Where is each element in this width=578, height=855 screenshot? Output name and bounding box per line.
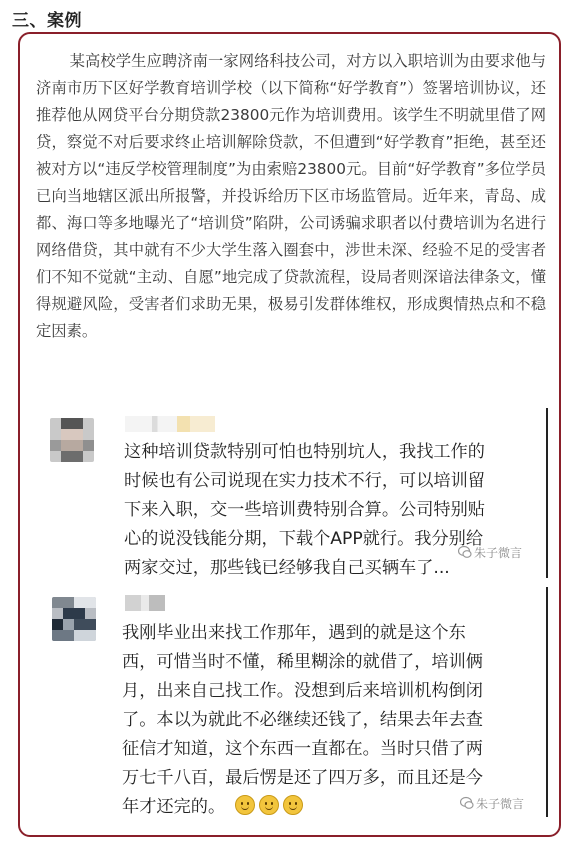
avatar [50, 418, 94, 462]
comment-text-line: 月，出来自己找工作。没想到后来培训机构倒闭 [122, 681, 483, 701]
wechat-watermark-icon [460, 796, 474, 810]
wechat-watermark-icon [458, 545, 472, 559]
watermark [458, 544, 522, 561]
emoji-row [235, 797, 307, 817]
comment-text-line: 心的说没钱能分期，下载个APP就行。我分别给 [124, 529, 484, 549]
smile-emoji-icon [283, 795, 303, 815]
comment-text-line [122, 793, 307, 822]
comment-text-line: 征信才知道，这个东西一直都在。当时只借了两 [122, 739, 483, 759]
comment-text-line: 西，可惜当时不懂，稀里糊涂的就借了，培训俩 [122, 652, 483, 672]
watermark [460, 795, 524, 812]
comment-card-1 [40, 408, 548, 583]
case-paragraph: 某高校学生应聘济南一家网络科技公司，对方以入职培训为由要求他与济南市历下区好学教育培训学校（以下简称“好学教育”）签署培训协议，还推荐他从网贷平台分期贷款23800元作为培训费用。该学生不明就里借了网贷，察觉不对后要求终止培训解除贷款，不但遭到“好学教育”拒绝，甚至还被对方以“违反学校管理制度”为由索赔23800元。目前“好学教育”多位学员已向当地辖区派出所报警，并投诉给历下区市场监管局。近年来，青岛、成都、海口等多地曝光了“培训贷”陷阱，公司诱骗求职者以付费培训为名进行网络借贷，其中就有不少大学生落入圈套中，涉世未深、经验不足的受害者们不知不觉就“主动、自愿”地完成了贷款流程，设局者则深谙法律条文，懂得规避风险，受害者们求助无果，极易引发群体维权，形成舆情热点和不稳定因素。 [36, 52, 546, 340]
watermark-text: 朱子微言 [476, 797, 525, 811]
watermark-text: 朱子微言 [474, 546, 523, 560]
section-heading: 三、案例 [12, 11, 82, 31]
username-blurred [125, 595, 165, 611]
comment-text-line: 这种培训贷款特别可怕也特别坑人，我找工作的 [124, 442, 485, 462]
comment-divider-line [546, 408, 548, 578]
smile-emoji-icon [235, 795, 255, 815]
smile-emoji-icon [259, 795, 279, 815]
avatar [52, 597, 96, 641]
comment-last-line: 年才还完的。 [122, 797, 226, 817]
comment-card-2 [40, 585, 548, 820]
comment-text-line: 万七千八百，最后愣是还了四万多，而且还是今 [122, 768, 483, 788]
username-blurred [125, 416, 215, 432]
comment-text-line: 了。本以为就此不必继续还钱了，结果去年去查 [122, 710, 483, 730]
comment-text-line: 时候也有公司说现在实力技术不行，可以培训留 [124, 471, 485, 491]
comment-text-line: 两家交过，那些钱已经够我自己买辆车了... [124, 558, 450, 578]
comment-text-line: 下来入职，交一些培训费特别合算。公司特别贴 [124, 500, 485, 520]
comment-divider-line [546, 587, 548, 817]
comment-text-line: 我刚毕业出来找工作那年，遇到的就是这个东 [122, 623, 466, 643]
